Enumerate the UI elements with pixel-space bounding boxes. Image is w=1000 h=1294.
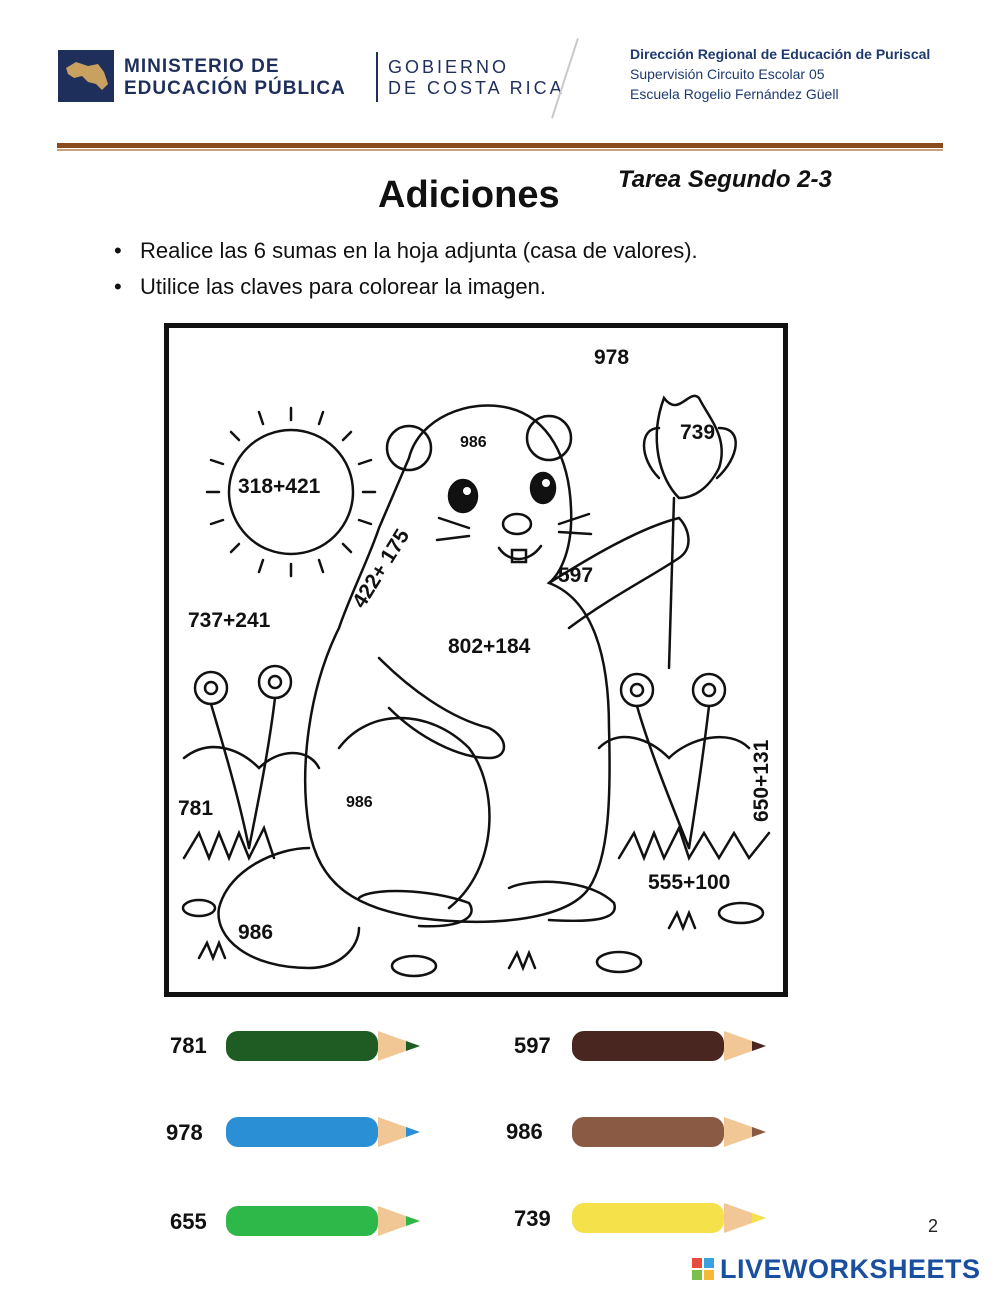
school-info — [630, 44, 930, 104]
region-label-right-plants: 650+131 — [750, 739, 773, 822]
right-plants — [599, 674, 769, 858]
region-label-chest: 802+184 — [448, 635, 531, 658]
key-value: 986 — [506, 1119, 543, 1144]
ministry-logo — [58, 50, 114, 102]
ministry-name — [124, 56, 346, 100]
worksheet-title: Adiciones — [378, 174, 560, 216]
pencil-icon — [224, 1029, 424, 1063]
region-label-belly: 986 — [346, 794, 373, 811]
key-value: 597 — [514, 1033, 551, 1058]
ministry-line2: EDUCACIÓN PÚBLICA — [124, 78, 346, 99]
key-value: 781 — [170, 1033, 207, 1058]
gov-line2: DE COSTA RICA — [388, 78, 565, 98]
page-number: 2 — [928, 1216, 939, 1236]
gov-line1: GOBIERNO — [388, 57, 510, 77]
key-value: 978 — [166, 1120, 203, 1145]
liveworksheets-brand[interactable]: LIVEWORKSHEETS — [720, 1254, 981, 1284]
pencil-body — [226, 1206, 378, 1236]
key-value: 739 — [514, 1206, 551, 1231]
pencil-body — [572, 1031, 724, 1061]
instructions-list — [112, 233, 698, 305]
region-label-sky: 978 — [594, 346, 630, 369]
key-value: 655 — [170, 1209, 207, 1234]
pencil-body — [572, 1203, 724, 1233]
header-rule — [57, 143, 943, 148]
header-rule-accent — [57, 149, 943, 151]
pencil-icon — [224, 1204, 424, 1238]
region-label-hand: 597 — [558, 564, 594, 587]
instruction-item: • Realice las 6 sumas en la hoja adjunta (casa de valores). — [112, 233, 698, 269]
supervision-circuit: Supervisión Circuito Escolar 05 — [630, 66, 825, 82]
region-label-arm: 422+ 175 — [348, 525, 415, 613]
region-label-left-plants: 781 — [178, 797, 214, 820]
task-label: Tarea Segundo 2-3 — [618, 166, 832, 193]
pencil-body — [572, 1117, 724, 1147]
pencil-icon — [570, 1115, 770, 1149]
region-label-tail: 986 — [238, 921, 274, 944]
liveworksheets-logo-icon — [692, 1258, 714, 1280]
header-separator — [376, 52, 378, 102]
regional-direction: Dirección Regional de Educación de Puriscal — [630, 46, 931, 62]
left-plants — [184, 666, 319, 858]
region-label-ground: 555+100 — [648, 871, 731, 894]
costa-rica-map-icon — [58, 50, 114, 102]
school-name: Escuela Rogelio Fernández Güell — [630, 86, 839, 102]
region-label-left-sky: 737+241 — [188, 609, 271, 632]
ministry-line1: MINISTERIO DE — [124, 56, 280, 77]
pencil-body — [226, 1117, 378, 1147]
instruction-item: • Utilice las claves para colorear la imagen. — [112, 269, 698, 305]
region-label-flower: 739 — [680, 421, 716, 444]
region-label-sun: 318+421 — [238, 475, 321, 498]
pencil-icon — [224, 1115, 424, 1149]
government-name — [388, 57, 565, 99]
pencil-body — [226, 1031, 378, 1061]
pencil-icon — [570, 1029, 770, 1063]
pencil-icon — [570, 1201, 770, 1235]
region-label-head: 986 — [460, 434, 487, 451]
